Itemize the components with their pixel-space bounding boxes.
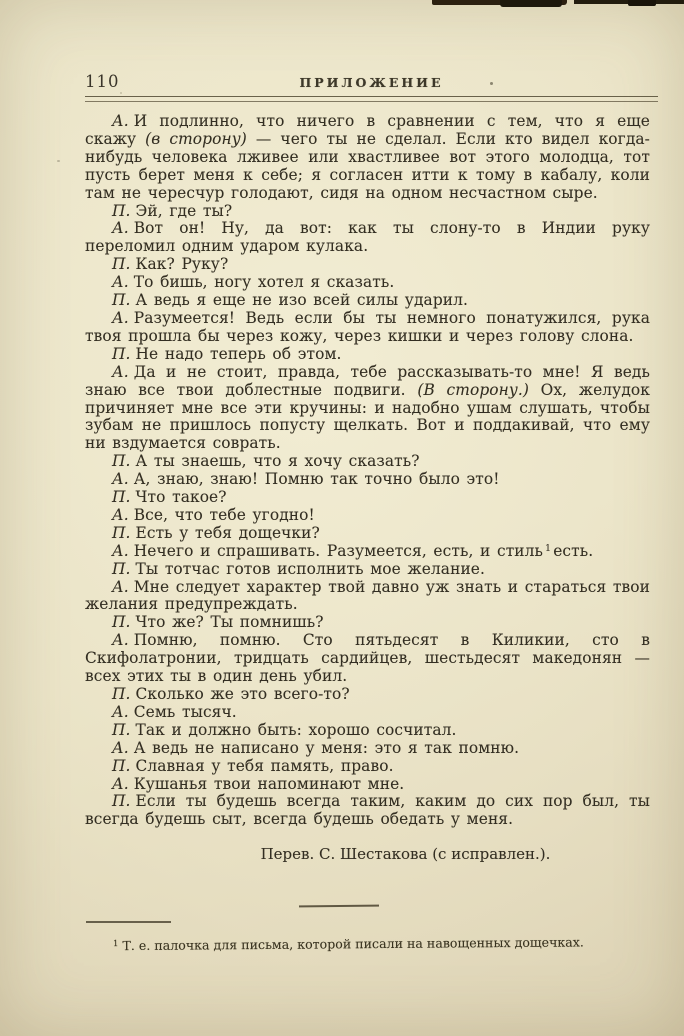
speaker-label: П.: [112, 344, 131, 363]
dialogue-text: Что же? Ты помнишь?: [135, 613, 324, 632]
dialogue-text: А ты знаешь, что я хочу сказать?: [135, 452, 420, 471]
dialogue-paragraph: [85, 686, 650, 704]
translator-attribution: Перев. С. Шестакова (с исправлен.).: [260, 845, 551, 864]
dialogue-paragraph: [85, 453, 650, 471]
speaker-label: А.: [112, 774, 129, 793]
speaker-label: А.: [112, 219, 129, 238]
dialogue-text: Помню, помню. Сто пятьдесят в Киликии, сто в Скифолатронии, тридцать сардийцев, шестьдесят македонян — всех этих ты в один день убил.: [85, 631, 650, 686]
dialogue-paragraph: [85, 507, 650, 525]
dialogue-paragraph: [85, 793, 650, 829]
dialogue-paragraph: [85, 740, 650, 758]
speaker-label: П.: [112, 559, 131, 578]
dialogue-text: Разумеется! Ведь если бы ты немного понатужился, рука твоя прошла бы через кожу, через кишки и через голову слона.: [85, 308, 650, 345]
scan-edge-artifact: [500, 0, 562, 7]
dialogue-paragraph: [85, 471, 650, 489]
dialogue-text: — чего ты не сделал. Если кто видел когда-нибудь человека лживее или хвастливее вот этого молодца, тот пусть берет меня к себе; я согласен итти к тому в кабалу, коли там не чересчур голодают, сидя на одном несчастном сыре.: [85, 129, 650, 202]
dialogue-text: Что такое?: [135, 488, 227, 507]
dialogue-paragraph: [85, 543, 650, 561]
speaker-label: А.: [112, 541, 129, 560]
footnote-reference: 1: [545, 542, 552, 554]
dialogue-text: Ох, желудок причиняет мне все эти кручины: и надобно ушам слушать, чтобы зубам не пришлось попусту щелкать. Вот и поддакивай, что ему ни вздумается соврать.: [85, 380, 651, 453]
dialogue-paragraph: [85, 722, 650, 740]
dialogue-paragraph: [85, 561, 650, 579]
dialogue-paragraph: [85, 256, 650, 274]
dialogue-paragraph: [85, 704, 650, 722]
dialogue-text: Семь тысяч.: [133, 702, 237, 721]
speaker-label: П.: [112, 523, 131, 542]
speaker-label: П.: [112, 291, 131, 310]
dialogue-text: Как? Руку?: [135, 255, 229, 274]
dialogue-paragraph: [85, 203, 650, 221]
running-title: ПРИЛОЖЕНИЕ: [299, 75, 444, 90]
dialogue-text: Мне следует характер твой давно уж знать и стараться твои желания предупреждать.: [85, 577, 650, 614]
page-number: 110: [85, 72, 120, 91]
dialogue-paragraph: [85, 113, 650, 203]
dialogue-text: Славная у тебя память, право.: [135, 756, 394, 775]
stage-direction: (В сторону.): [417, 380, 530, 399]
speaker-label: А.: [112, 577, 129, 596]
dialogue-paragraph: [85, 579, 650, 615]
speaker-label: П.: [112, 255, 131, 274]
footnote-text: Т. е. палочка для письма, которой писали на навощенных дощечках.: [122, 934, 584, 954]
dialogue-text: То бишь, ногу хотел я сказать.: [133, 273, 395, 292]
speaker-label: П.: [112, 756, 131, 775]
speaker-label: П.: [112, 452, 131, 471]
dialogue-text: Нечего и спрашивать. Разумеется, есть, и стиль: [133, 541, 544, 560]
speaker-label: П.: [112, 488, 131, 507]
dialogue-text: Ты тотчас готов исполнить мое желание.: [135, 559, 485, 578]
dialogue-text: Все, что тебе угодно!: [133, 505, 315, 524]
dialogue-text: А ведь я еще не изо всей силы ударил.: [135, 291, 468, 310]
speaker-label: А.: [112, 738, 129, 757]
stage-direction: (в сторону): [145, 129, 247, 148]
dialogue-text: есть.: [553, 541, 594, 560]
dialogue-paragraph: [85, 346, 650, 364]
dialogue-text: Вот он! Ну, да вот: как ты слону-то в Индии руку переломил одним ударом кулака.: [85, 219, 650, 256]
dialogue-text: Сколько же это всего-то?: [135, 685, 350, 703]
paper-speck: [57, 160, 60, 162]
dialogue-text: И подлинно, что ничего в сравнении с тем, что я еще скажу: [85, 112, 650, 148]
footnote: [113, 932, 658, 954]
speaker-label: А.: [112, 308, 129, 327]
dialogue-paragraph: [85, 614, 650, 632]
dialogue-paragraph: [85, 525, 650, 543]
header-rule: [85, 96, 658, 102]
dialogue-text: Есть у тебя дощечки?: [135, 523, 320, 542]
dialogue-text: Так и должно быть: хорошо сосчитал.: [135, 720, 457, 739]
dialogue: [85, 113, 650, 829]
dialogue-paragraph: [85, 292, 650, 310]
page-content: [85, 72, 658, 863]
dialogue-paragraph: [85, 489, 650, 507]
dialogue-text: Да и не стоит, правда, тебе рассказывать-то мне! Я ведь знаю все твои доблестные подвиги.: [85, 362, 650, 399]
speaker-label: А.: [112, 470, 129, 489]
speaker-label: А.: [112, 702, 129, 721]
dialogue-text: Не надо теперь об этом.: [135, 344, 342, 363]
dialogue-text: Если ты будешь всегда таким, каким до сих пор был, ты всегда будешь сыт, всегда будешь обедать у меня.: [85, 792, 650, 829]
dialogue-paragraph: [85, 310, 650, 346]
speaker-label: А.: [112, 112, 129, 130]
dialogue-paragraph: [85, 776, 650, 794]
speaker-label: П.: [112, 201, 131, 220]
dialogue-paragraph: [85, 220, 650, 256]
footnote-separator-rule: [86, 921, 171, 923]
section-end-rule: [299, 905, 379, 908]
dialogue-paragraph: [85, 758, 650, 776]
dialogue-text: Эй, где ты?: [135, 201, 233, 220]
dialogue-text: Кушанья твои напоминают мне.: [133, 774, 405, 793]
footnote-marker: 1: [112, 939, 119, 950]
speaker-label: П.: [112, 613, 131, 632]
dialogue-paragraph: [85, 364, 650, 454]
dialogue-paragraph: [85, 274, 650, 292]
dialogue-text: А ведь не написано у меня: это я так помню.: [133, 738, 520, 757]
dialogue-paragraph: [85, 632, 650, 686]
running-header: [85, 72, 658, 92]
speaker-label: А.: [112, 273, 129, 292]
dialogue-text: А, знаю, знаю! Помню так точно было это!: [133, 470, 500, 489]
speaker-label: П.: [112, 685, 131, 703]
speaker-label: П.: [112, 720, 131, 739]
speaker-label: А.: [112, 362, 129, 381]
speaker-label: А.: [112, 631, 129, 650]
speaker-label: А.: [112, 505, 129, 524]
scan-edge-artifact: [628, 0, 656, 6]
speaker-label: П.: [112, 792, 131, 811]
